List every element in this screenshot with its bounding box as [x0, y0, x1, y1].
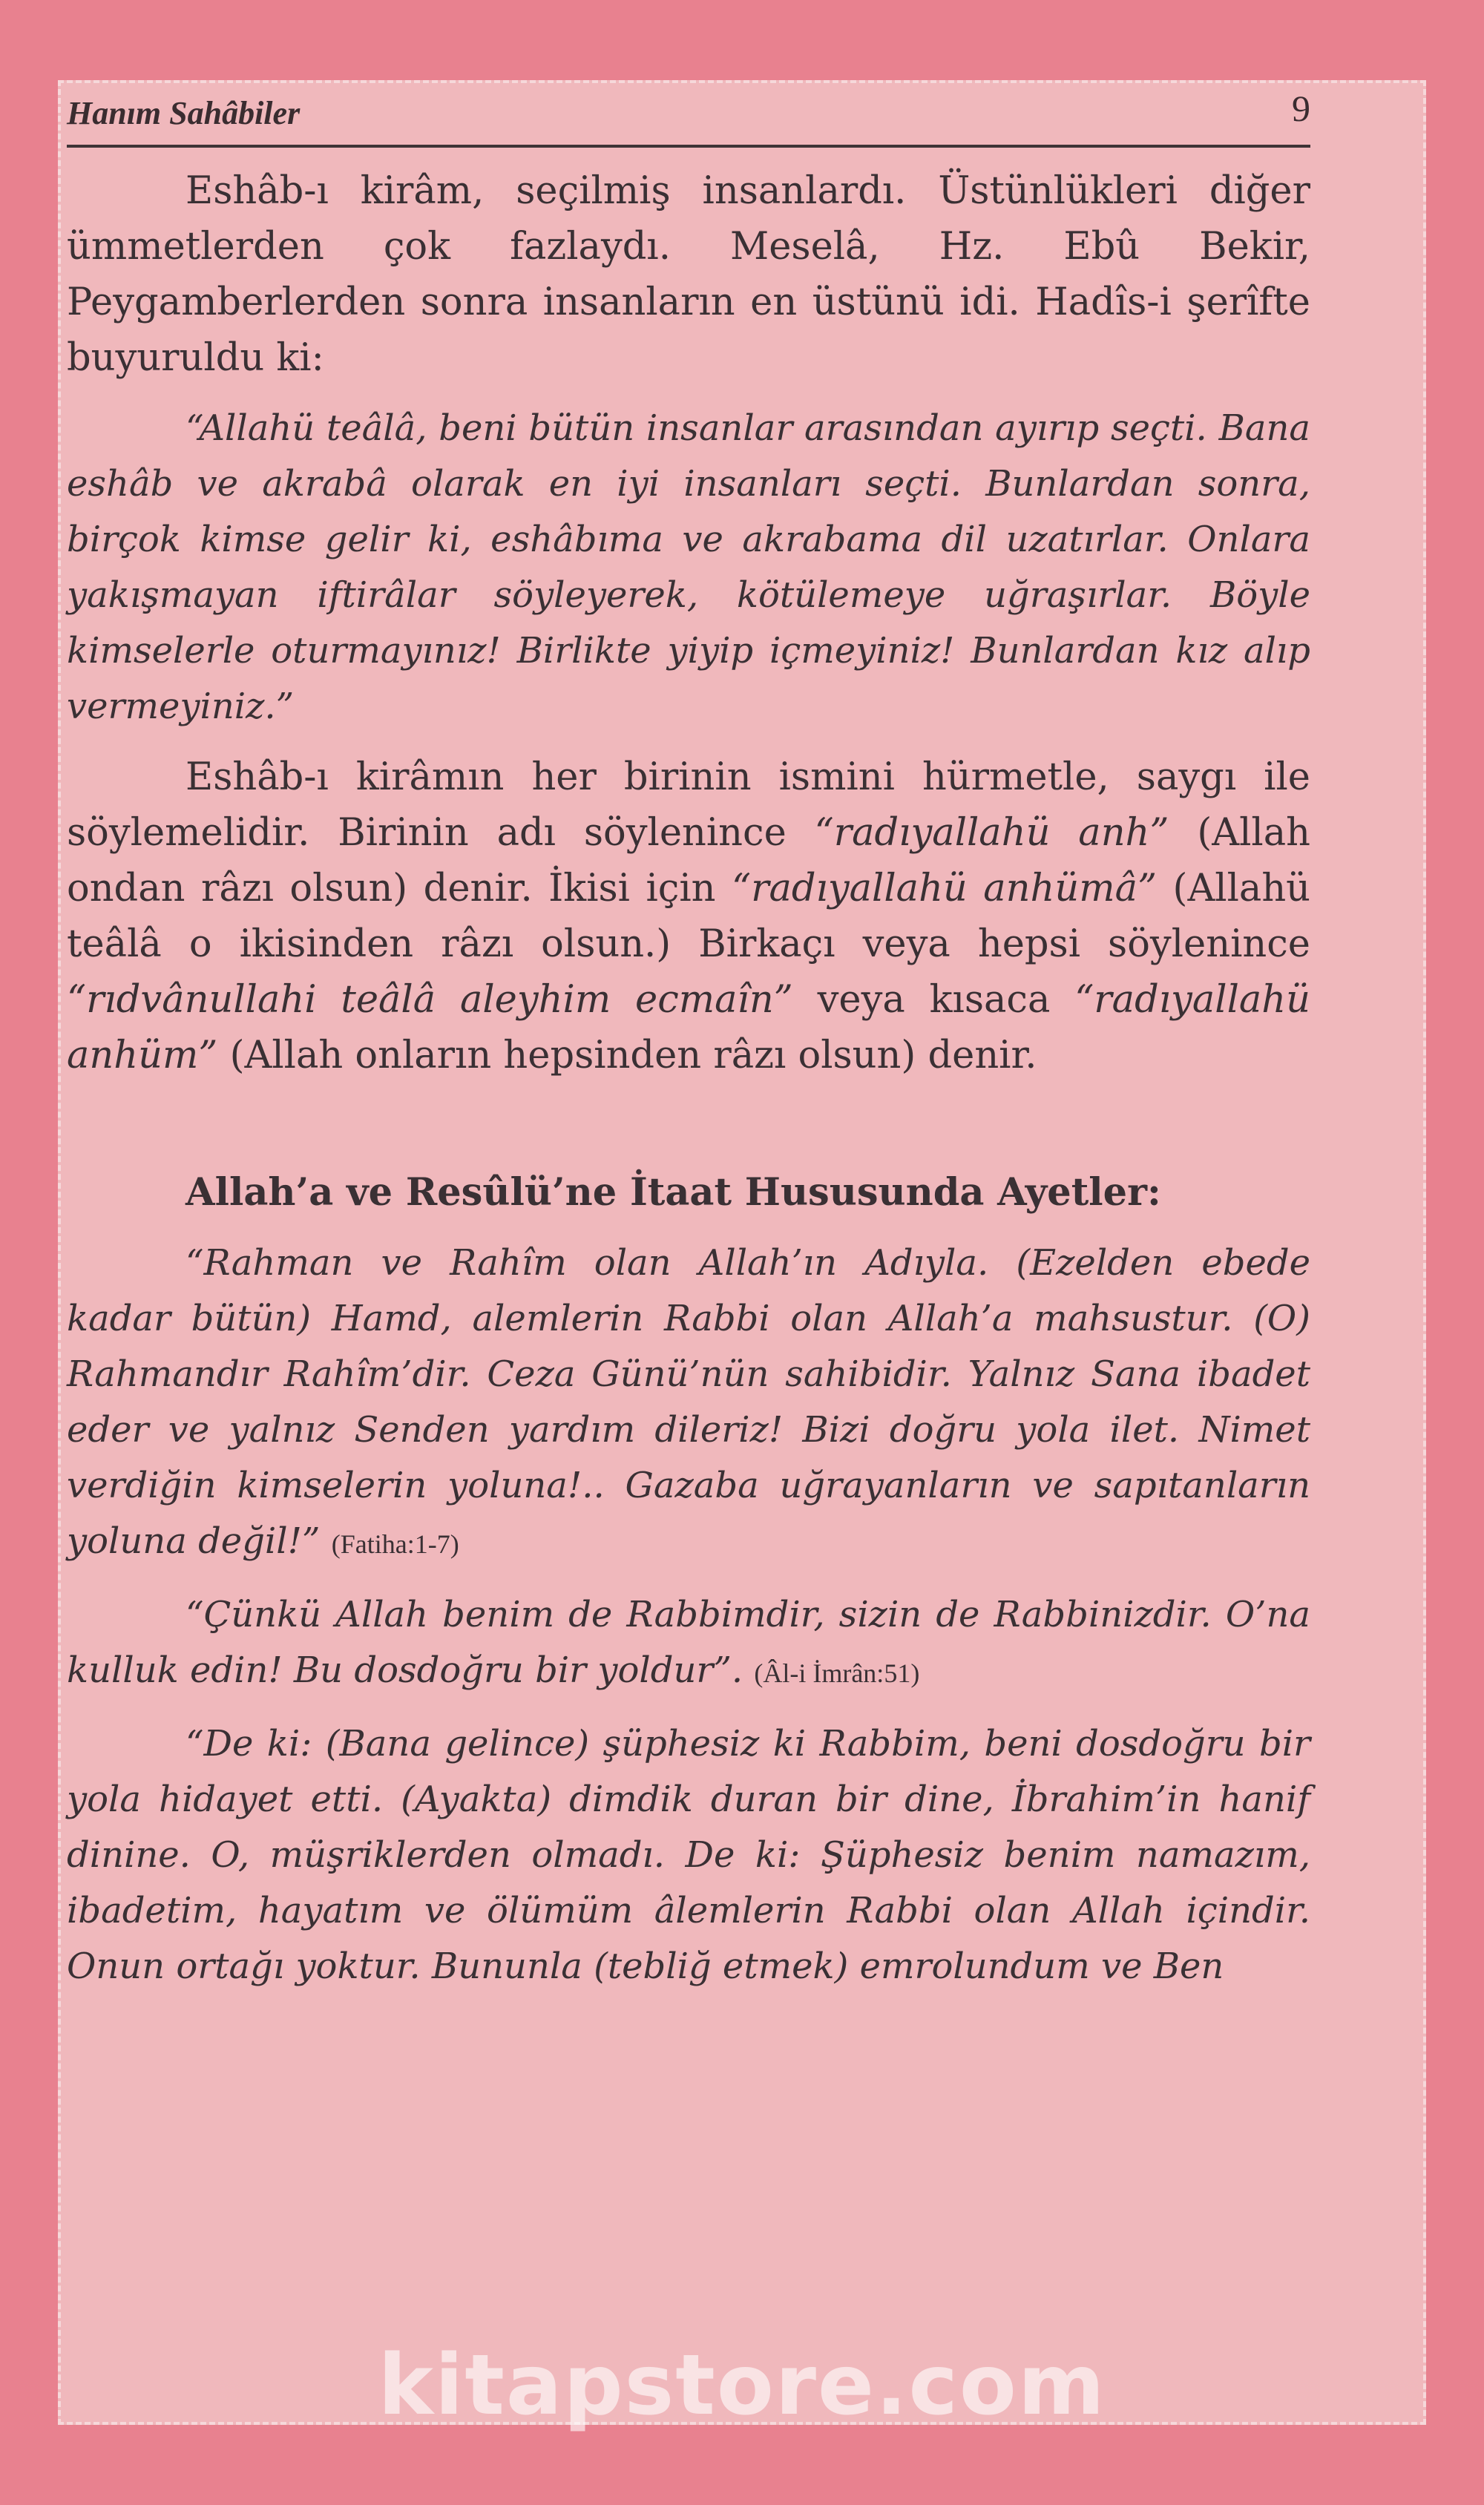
verse-text: “Rahman ve Rahîm olan Allah’ın Adıyla. (Ezelden ebede kadar bütün) Hamd, alemlerin Rabbi olan Allah’a mahsustur. (O) Rahmandır Rahîm’dir. Ceza Günü’nün sahibidir. Yalnız Sana ibadet eder ve yalnız Senden yardım dileriz! Bizi doğru yola ilet. Nimet verdiğin kimselerin yoluna!.. Gazaba uğrayanların ve sapıtanların yoluna değil!”	[67, 1242, 1310, 1562]
paragraph-honorifics	[67, 749, 1310, 1083]
running-title: Hanım Sahâbiler	[67, 95, 301, 131]
section-heading: Allah’a ve Resûlü’ne İtaat Hususunda Ayetler:	[186, 1170, 1161, 1215]
honorific-term: “rıdvânullahi teâlâ aleyhim ecmaîn”	[67, 978, 793, 1022]
watermark: kitapstore.com	[378, 2337, 1106, 2434]
page-header	[67, 78, 1310, 148]
verse-reference: (Fatiha:1-7)	[331, 1529, 459, 1559]
page-number: 9	[1292, 88, 1310, 129]
text-segment: Eshâb-ı kirâmın her birinin ismini hürmetle, saygı ile söylemelidir. Birinin adı söylenince	[67, 755, 1310, 855]
text-segment: (Allah onların hepsinden râzı olsun) denir.	[217, 1034, 1037, 1077]
verse-quote-al-i-imran	[67, 1587, 1310, 1701]
text-segment: veya kısaca	[792, 978, 1075, 1022]
verse-reference: (Âl-i İmrân:51)	[754, 1658, 920, 1688]
page-body	[67, 163, 1310, 2009]
text-segment: (Allah ondan râzı olsun) denir. İkisi için	[67, 811, 1310, 910]
honorific-term: “radıyallahü anhümâ”	[732, 867, 1158, 910]
verse-quote-ibrahim: “De ki: (Bana gelince) şüphesiz ki Rabbim, beni dosdoğru bir yola hidayet etti. (Ayakta) dimdik duran bir dine, İbrahim’in hanif dinine. O, müşriklerden olmadı. De ki: Şüphesiz benim namazım, ibadetim, hayatım ve ölümüm âlemlerin Rabbi olan Allah içindir. Onun ortağı yoktur. Bununla (tebliğ etmek) emrolundum ve Ben	[67, 1723, 1310, 1987]
verse-text: “Çünkü Allah benim de Rabbimdir, sizin de Rabbinizdir. O’na kulluk edin! Bu dosdoğru bir yoldur”.	[67, 1594, 1310, 1691]
honorific-term: “radıyallahü anhüm”	[67, 978, 1310, 1077]
paragraph-intro: Eshâb-ı kirâm, seçilmiş insanlardı. Üstünlükleri diğer ümmetlerden çok fazlaydı. Meselâ, Hz. Ebû Bekir, Peygamberlerden sonra insanların en üstünü idi. Hadîs-i şerîfte buyuruldu ki:	[67, 169, 1310, 380]
honorific-term: “radıyallahü anh”	[814, 811, 1169, 855]
verse-quote-fatiha	[67, 1235, 1310, 1572]
text-segment: (Allahü teâlâ o ikisinden râzı olsun.) Birkaçı veya hepsi söylenince	[67, 867, 1311, 966]
hadith-quote: “Allahü teâlâ, beni bütün insanlar arasından ayırıp seçti. Bana eshâb ve akrabâ olarak en iyi insanları seçti. Bunlardan sonra, birçok kimse gelir ki, eshâbıma ve akrabama dil uzatırlar. Onlara yakışmayan iftirâlar söyleyerek, kötülemeye uğraşırlar. Böyle kimselerle oturmayınız! Birlikte yiyip içmeyiniz! Bunlardan kız alıp vermeyiniz.”	[67, 407, 1310, 727]
